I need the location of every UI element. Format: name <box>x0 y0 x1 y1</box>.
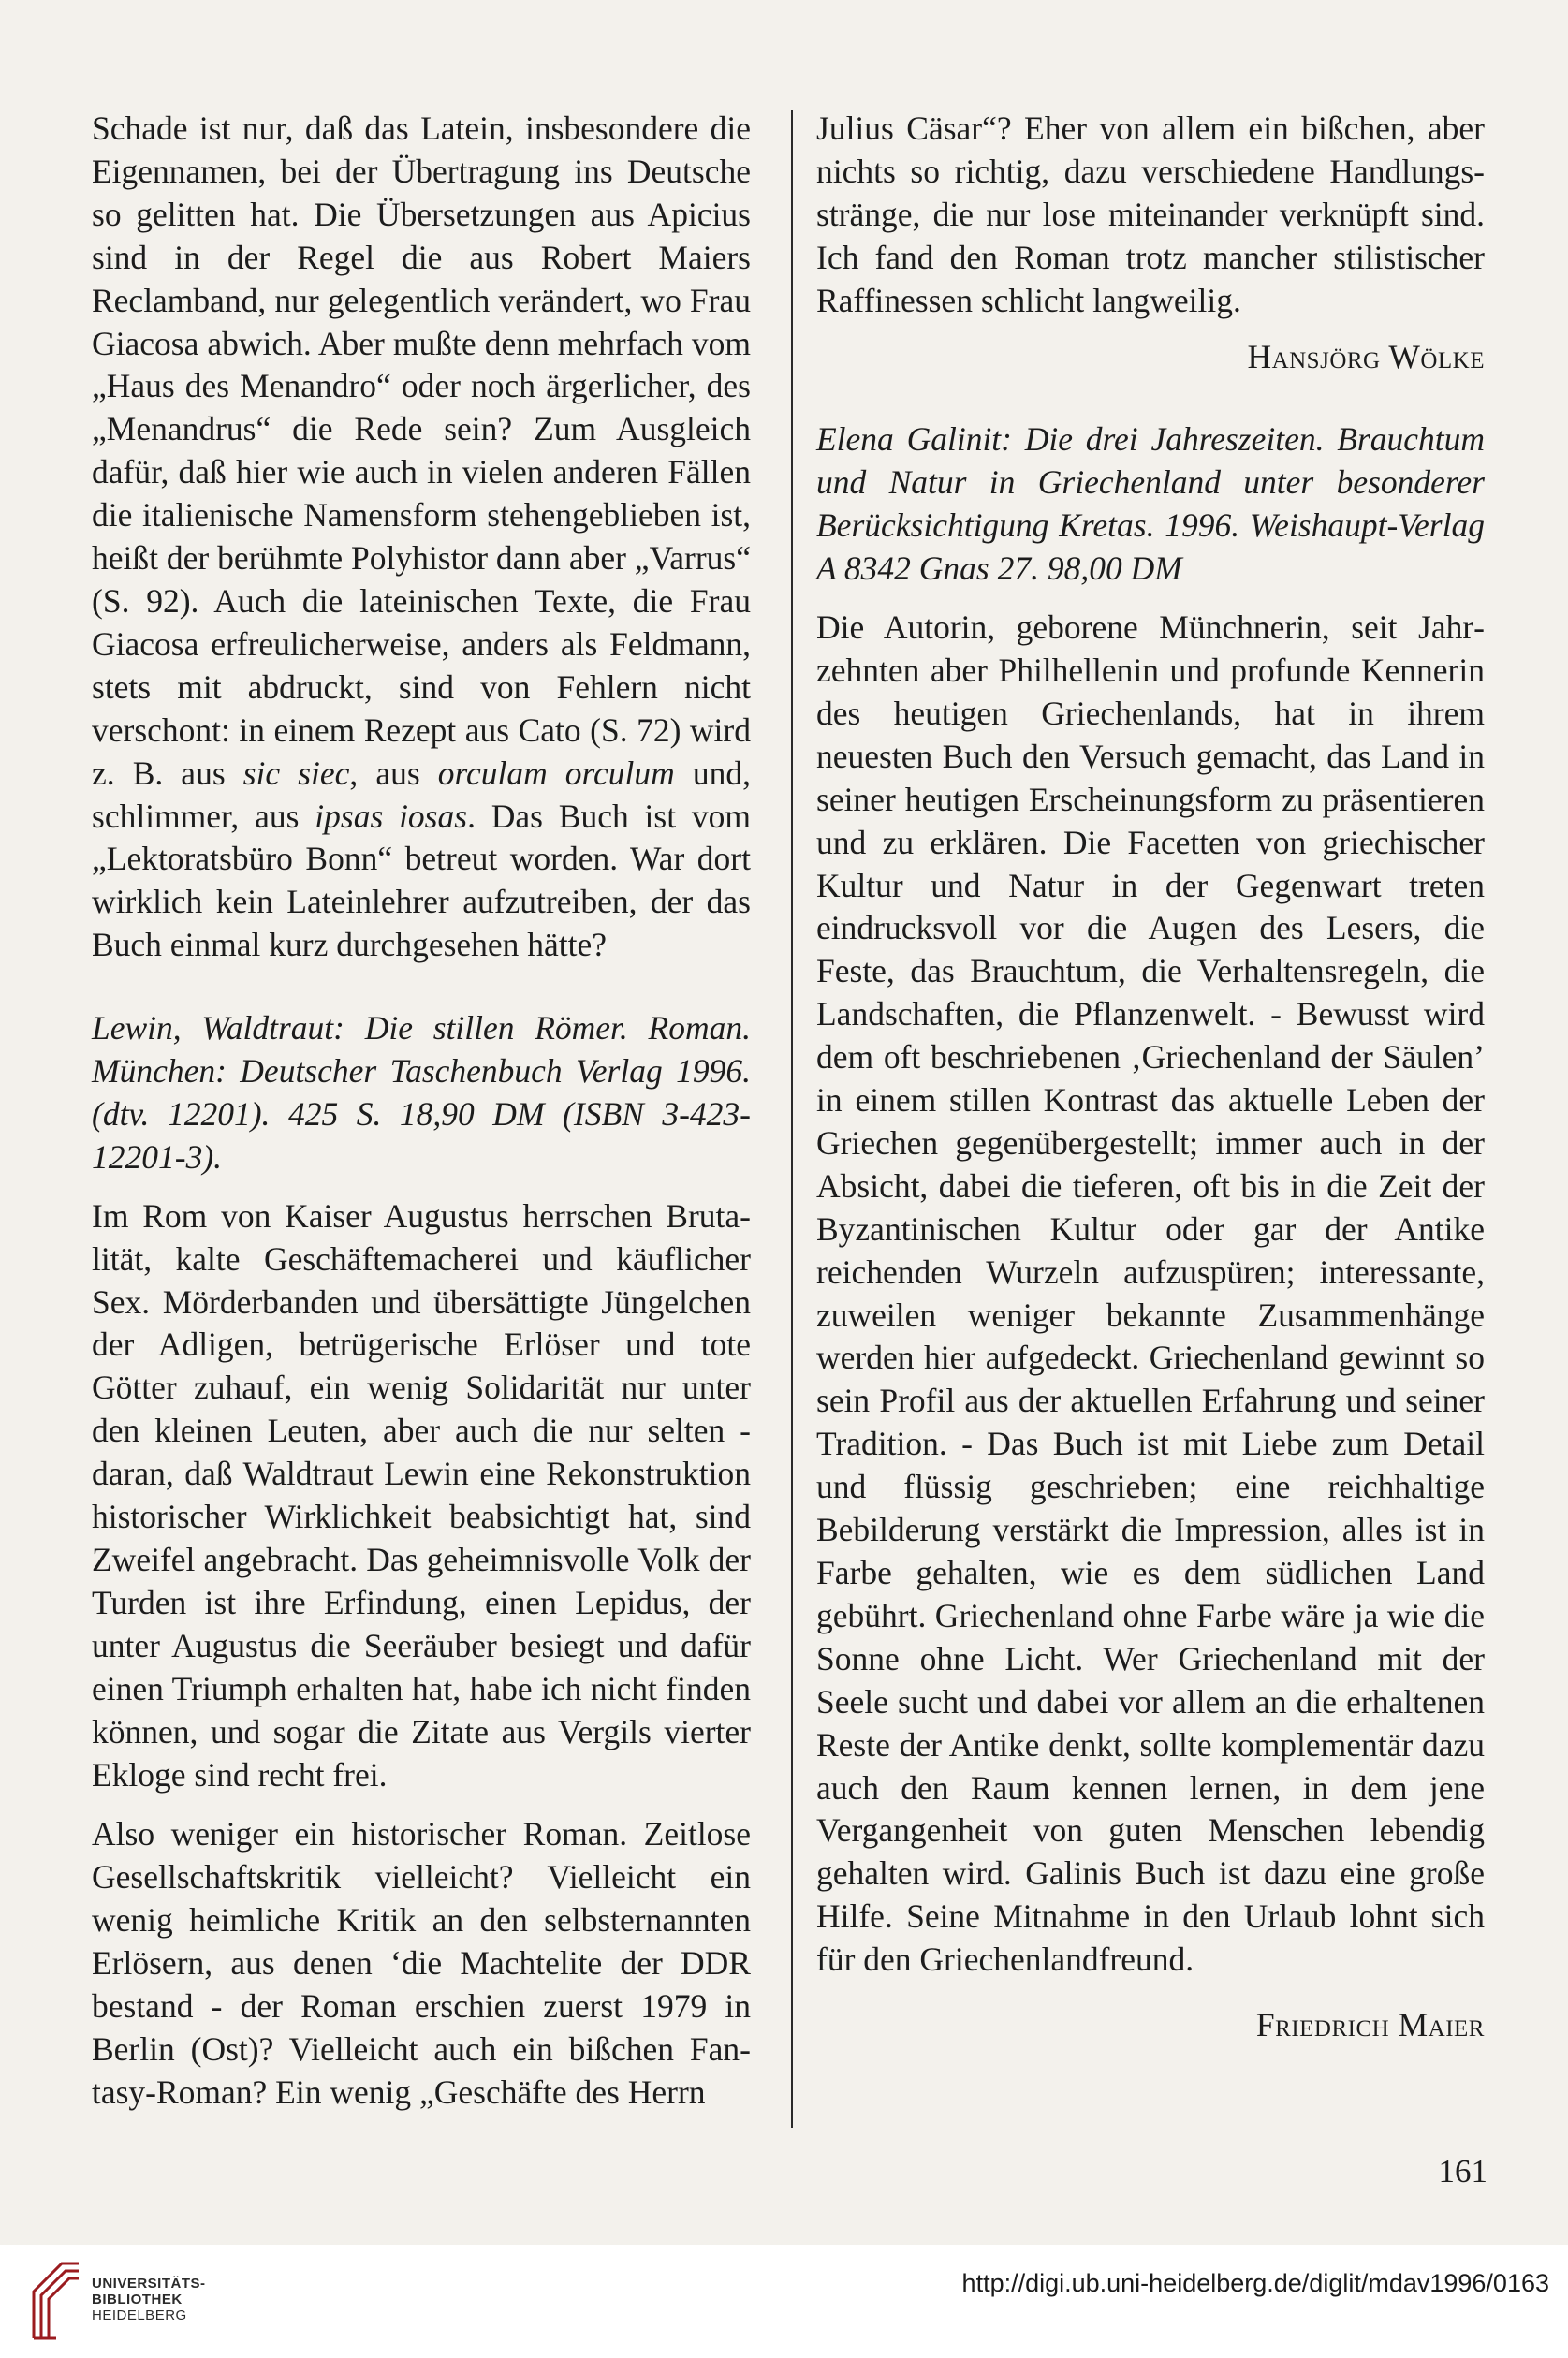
reviewer-signature: Friedrich Maier <box>1255 2006 1485 2044</box>
page-number: 161 <box>1438 2153 1487 2190</box>
paragraph-text: . Das Buch ist vom „Lektoratsbüro Bonn“ betreut worden. War dort wirklich kein Lateinlehrer aufzutreiben, der das Buch einmal kurz durchgesehen hätte? <box>92 797 751 964</box>
logo-text-line: UNIVERSITÄTS- <box>92 2276 206 2292</box>
bibliographic-header: Elena Galinit: Die drei Jahreszeiten. Brauchtum und Natur in Griechenland unter besonderer Berücksichtigung Kretas. 1996. Weishaupt-Verlag A 8342 Gnas 27. 98,00 DM <box>816 420 1485 588</box>
review-paragraph: Julius Cäsar“? Eher von allem ein bißchen, aber nichts so richtig, dazu verschiedene Handlungsstränge, die nur lose miteinander verknüpft sind. Ich fand den Roman trotz mancher stilistischer Raffinessen schlicht langweilig. <box>816 110 1485 319</box>
review-paragraph <box>92 108 751 967</box>
library-logo-icon <box>30 2254 82 2342</box>
reviewer-signature: Hansjörg Wölke <box>1247 337 1485 375</box>
paragraph-text: , aus <box>349 754 420 792</box>
bibliographic-header: Lewin, Waldtraut: Die stillen Römer. Roman. München: Deutscher Taschenbuch Verlag 1996. (dtv. 12201). 425 S. 18,90 DM (ISBN 3-423-12201-3). <box>92 1009 751 1176</box>
emphasis-text: sic siec <box>242 754 350 792</box>
review-paragraph: Im Rom von Kaiser Augustus herrschen Brutalität, kalte Geschäftemacherei und käuflicher Sex. Mörderbanden und übersättigte Jüngelchen der Adligen, betrügerische Erlöser und tote Götter zuhauf, ein wenig Solidarität nur unter den kleinen Leuten, aber auch die nur selten - daran, daß Waldtraut Lewin eine Rekonstruktion historischer Wirklichkeit beabsichtigt hat, sind Zweifel angebracht. Das geheimnisvolle Volk der Turden ist ihre Erfindung, einen Lepidus, der unter Augustus die Seeräuber besiegt und dafür einen Triumph erhalten hat, habe ich nicht finden können, und sogar die Zitate aus Vergils vierter Ekloge sind recht frei. <box>92 1196 751 1794</box>
review-paragraph: Die Autorin, geborene Münchnerin, seit Jahrzehnten aber Philhellenin und profunde Kennerin des heutigen Griechenlands, hat in ihrem neuesten Buch den Versuch gemacht, das Land in seiner heutigen Erscheinungsform zu präsentieren und zu erklären. Die Facetten von griechischer Kultur und Natur in der Gegenwart treten eindrucksvoll vor die Augen des Lesers, die Feste, das Brauchtum, die Verhaltensregeln, die Landschaften, die Pflanzenwelt. - Bewusst wird dem oft beschriebenen ‚Griechenland der Säulen’ in einem stillen Kontrast das aktuelle Leben der Griechen gegenübergestellt; immer auch in der Absicht, dabei die tieferen, oft bis in die Zeit der Byzantinischen Kultur oder gar der Antike reichenden Wurzeln aufzuspüren; interessante, zuweilen weniger bekannte Zusammenhänge werden hier aufgedeckt. Griechenland gewinnt so sein Profil aus der aktuellen Erfahrung und seiner Tradition. - Das Buch ist mit Liebe zum Detail und flüssig geschrieben; eine reichhaltige Bebilderung verstärkt die Impression, alles ist in Farbe gehalten, wie es dem südlichen Land gebührt. Griechenland ohne Farbe wäre ja wie die Sonne ohne Licht. Wer Griechenland mit der Seele sucht und dabei vor allem an die erhaltenen Reste der Antike denkt, sollte komplementär dazu auch den Raum kennen lernen, in dem jene Vergangenheit von guten Menschen lebendig gehalten wird. Galinis Buch ist dazu eine große Hilfe. Seine Mitnahme in den Urlaub lohnt sich für den Griechenlandfreund. <box>816 608 1485 1979</box>
paragraph-text: Schade ist nur, daß das Latein, insbesondere die Eigennamen, bei der Übertragung ins Deutsche so gelitten hat. Die Übersetzungen aus Apicius sind in der Regel die aus Robert Maiers Reclamband, nur gelegentlich verändert, wo Frau Giacosa abwich. Aber mußte denn mehrfach vom „Haus des Menandro“ oder noch ärgerlicher, des „Menandrus“ die Rede sein? Zum Ausgleich dafür, daß hier wie auch in vielen anderen Fällen die italienische Namensform stehengeblieben ist, heißt der berühmte Polyhistor dann aber „Varrus“ (S. 92). Auch die lateinischen Texte, die Frau Giacosa erfreulicherweise, anders als Feldmann, stets mit abdruckt, sind von Fehlern nicht verschont: in einem Rezept aus Cato (S. 72) wird z. B. aus <box>92 110 751 792</box>
emphasis-text: orculam orculum <box>437 754 675 792</box>
paragraph-text: und, schlimmer, aus <box>92 754 751 835</box>
logo-text-line: BIBLIOTHEK <box>92 2292 183 2307</box>
column-divider <box>791 110 793 2128</box>
review-paragraph: Also weniger ein historischer Roman. Zeitlose Gesellschaftskritik vielleicht? Vielleicht ein wenig heimliche Kritik an den selbsternannten Erlösern, aus denen ‘die Machtelite der DDR bestand - der Roman erschien zuerst 1979 in Berlin (Ost)? Vielleicht auch ein bißchen Fantasy-Roman? Ein wenig „Geschäfte des Herrn <box>92 1815 751 2111</box>
left-column <box>92 108 751 2115</box>
footer-bar <box>0 2245 1568 2358</box>
emphasis-text: ipsas iosas <box>315 797 468 835</box>
logo-text-line: HEIDELBERG <box>92 2307 187 2323</box>
source-url-link[interactable]: http://digi.ub.uni-heidelberg.de/diglit/mdav1996/0163 <box>961 2269 1549 2297</box>
library-logo-text <box>92 2276 206 2323</box>
right-column <box>816 108 1485 2047</box>
